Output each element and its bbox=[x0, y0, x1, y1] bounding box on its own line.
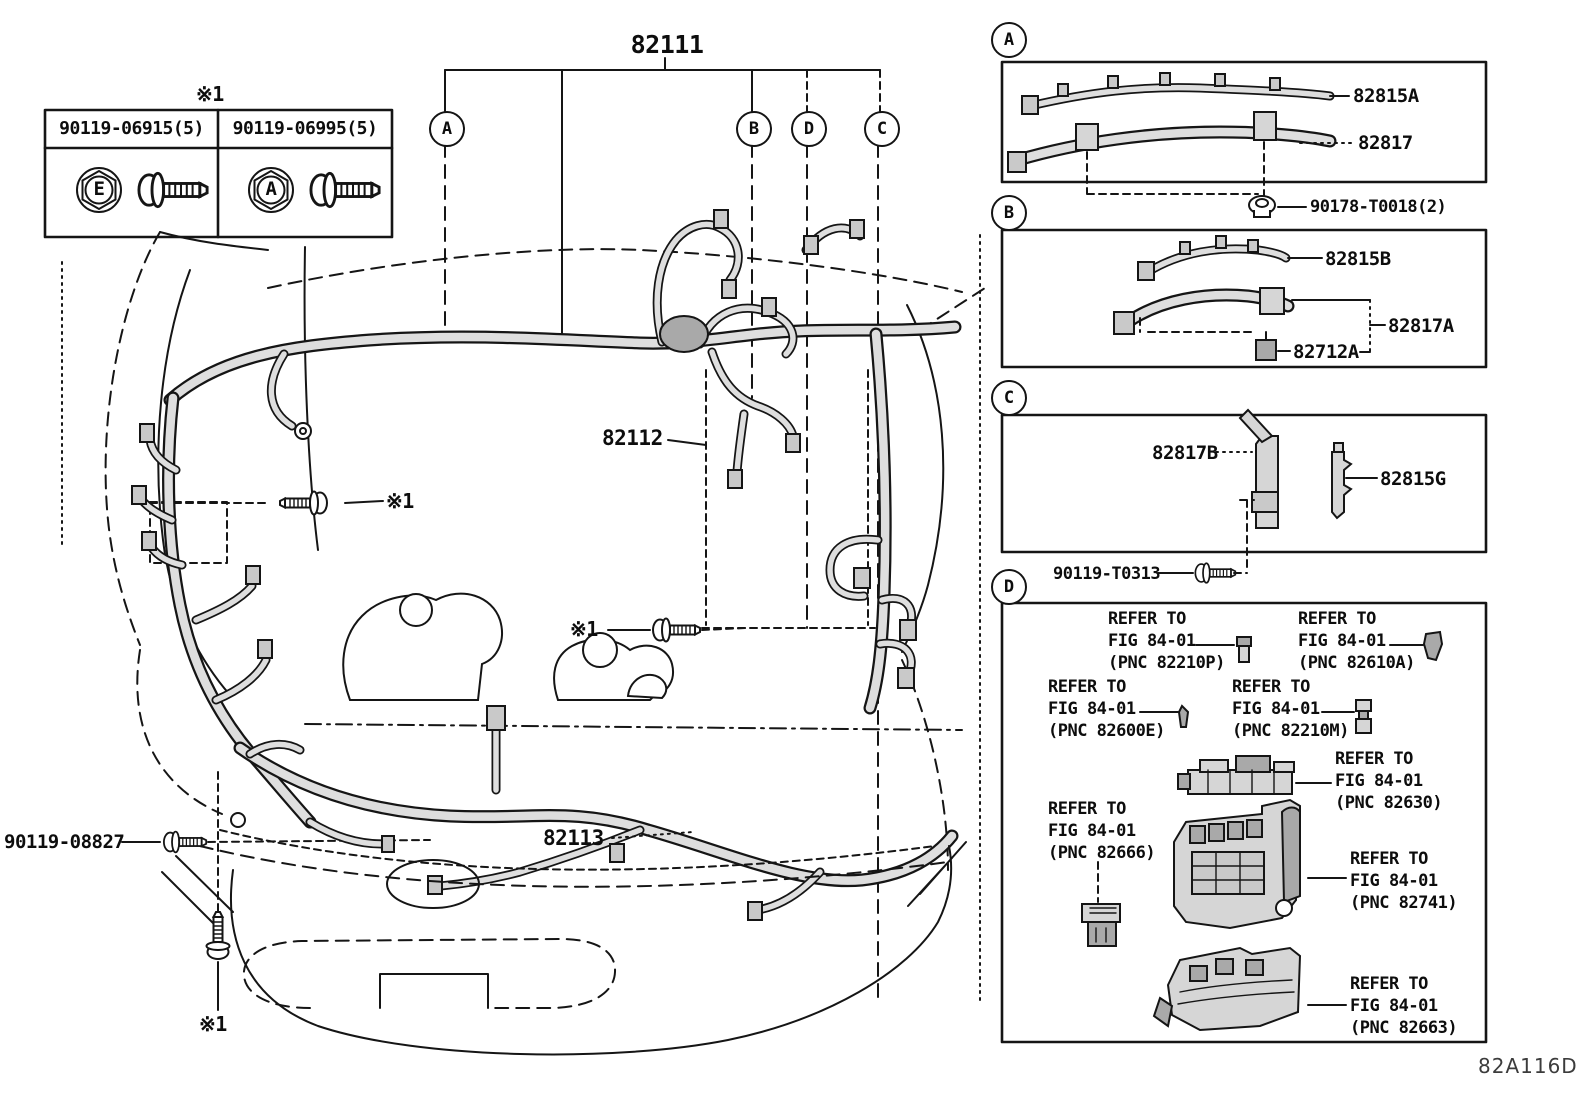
part-82815b-drawing bbox=[1138, 236, 1286, 280]
legend-part-no-1: 90119-06915(5) bbox=[59, 118, 204, 139]
refer-82630: REFER TO FIG 84-01 (PNC 82630) bbox=[1335, 749, 1443, 813]
callout-b: B bbox=[736, 111, 772, 147]
callout-a: A bbox=[429, 111, 465, 147]
note-marker-2: ※1 bbox=[570, 617, 598, 641]
main-label-bracket bbox=[445, 58, 880, 1002]
connector-82666-icon bbox=[1082, 904, 1120, 946]
section-c-letter: C bbox=[991, 380, 1027, 416]
label-82817a: 82817A bbox=[1388, 315, 1454, 337]
figure-code: 82A116D bbox=[1478, 1054, 1578, 1078]
callout-d: D bbox=[791, 111, 827, 147]
bumper-grille bbox=[200, 830, 951, 1054]
part-82815a-drawing bbox=[1022, 73, 1330, 114]
label-82815b: 82815B bbox=[1325, 248, 1391, 270]
part-82815g-drawing bbox=[1332, 443, 1351, 518]
clip-82712a-icon bbox=[1256, 340, 1276, 360]
fusebox-82663-icon bbox=[1154, 948, 1300, 1030]
section-d-letter: D bbox=[991, 569, 1027, 605]
legend-head-mark-e: E bbox=[93, 178, 105, 200]
label-90178-t0018: 90178-T0018(2) bbox=[1310, 197, 1447, 217]
nut-90178-icon bbox=[1249, 196, 1275, 217]
part-82817-drawing bbox=[1008, 112, 1330, 172]
label-90119-08827: 90119-08827 bbox=[4, 831, 125, 853]
callout-c: C bbox=[864, 111, 900, 147]
clip-82210m-icon bbox=[1356, 700, 1371, 733]
leader-82112 bbox=[668, 440, 706, 445]
refer-82741: REFER TO FIG 84-01 (PNC 82741) bbox=[1350, 849, 1458, 913]
harness-branch-82112 bbox=[712, 352, 793, 472]
refer-82210p: REFER TO FIG 84-01 (PNC 82210P) bbox=[1108, 609, 1225, 673]
panel-b bbox=[1002, 230, 1486, 367]
main-harness-82111 bbox=[132, 210, 955, 920]
pin-82600e-icon bbox=[1179, 706, 1188, 727]
label-90119-t0313: 90119-T0313 bbox=[1053, 564, 1161, 584]
note-marker-1: ※1 bbox=[386, 489, 414, 513]
refer-82663: REFER TO FIG 84-01 (PNC 82663) bbox=[1350, 974, 1458, 1038]
label-82112: 82112 bbox=[602, 426, 663, 450]
panel-c bbox=[1002, 410, 1486, 570]
fusebox-82741-icon bbox=[1174, 800, 1300, 928]
label-82815g: 82815G bbox=[1380, 468, 1446, 490]
harness-lower-82113 bbox=[231, 728, 952, 910]
clip-82610a-icon bbox=[1424, 632, 1442, 660]
section-a-letter: A bbox=[991, 22, 1027, 58]
label-82817b: 82817B bbox=[1152, 442, 1218, 464]
refer-82666: REFER TO FIG 84-01 (PNC 82666) bbox=[1048, 799, 1156, 863]
legend-part-no-2: 90119-06995(5) bbox=[232, 118, 378, 139]
note-marker-3: ※1 bbox=[199, 1012, 227, 1036]
part-82817b-drawing bbox=[1240, 410, 1278, 528]
relay-82630-icon bbox=[1178, 756, 1294, 794]
label-82712a: 82712A bbox=[1293, 341, 1359, 363]
refer-82600e: REFER TO FIG 84-01 (PNC 82600E) bbox=[1048, 677, 1165, 741]
label-82111: 82111 bbox=[630, 30, 704, 59]
part-82817a-drawing bbox=[1114, 288, 1288, 334]
legend-note-marker: ※1 bbox=[196, 82, 224, 106]
refer-82610a: REFER TO FIG 84-01 (PNC 82610A) bbox=[1298, 609, 1415, 673]
label-82815a: 82815A bbox=[1353, 85, 1419, 107]
label-82113: 82113 bbox=[543, 826, 604, 850]
refer-82210m: REFER TO FIG 84-01 (PNC 82210M) bbox=[1232, 677, 1349, 741]
harness-right-drop bbox=[830, 334, 912, 708]
screw-t0313 bbox=[1158, 563, 1247, 583]
legend-head-mark-a: A bbox=[265, 178, 277, 200]
engine-blocks bbox=[343, 594, 673, 700]
clip-82210p-icon bbox=[1237, 637, 1251, 662]
license-bracket bbox=[380, 974, 488, 1008]
section-b-letter: B bbox=[991, 195, 1027, 231]
label-82817: 82817 bbox=[1358, 132, 1413, 154]
